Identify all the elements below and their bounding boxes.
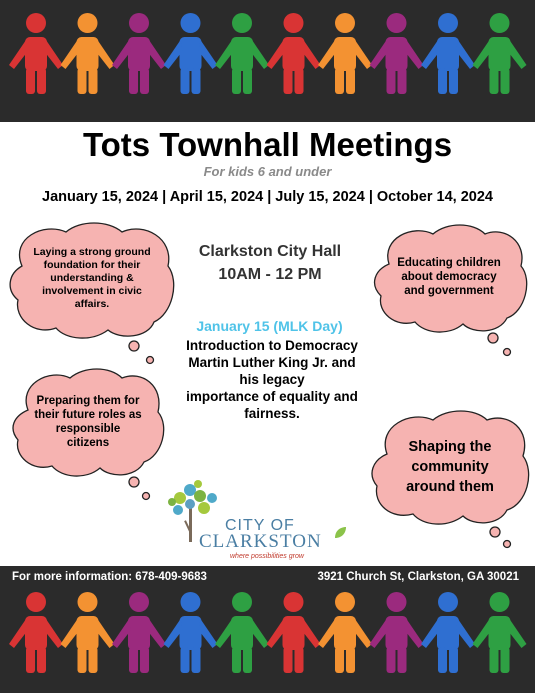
person-figure [215,13,269,94]
person-figure [9,592,63,673]
person-figure [421,592,475,673]
person-figure [215,592,269,673]
subtitle: For kids 6 and under [203,164,332,179]
logo-city-text: CITY OF [225,517,295,534]
person-figure [112,13,166,94]
person-figure [112,592,166,673]
thought-cloud-educating [369,222,529,360]
person-figure [370,592,424,673]
person-figure [318,592,372,673]
mlk-description: Introduction to Democracy Martin Luther King Jr. and his legacy importance of equality and fairness. [186,338,358,421]
thought-cloud-preparing [10,366,166,506]
person-figure [164,13,218,94]
logo-name-text: CLARKSTON [199,531,322,552]
people-chain-graphic [0,584,535,693]
footer-address: 3921 Church St, Clarkston, GA 30021 [317,571,519,583]
thought-cloud-foundation [4,218,180,368]
person-figure [473,13,527,94]
people-chain-band-bottom [0,584,535,693]
person-figure [61,13,115,94]
people-chain-band-top [0,0,535,122]
person-figure [473,592,527,673]
person-figure [267,13,321,94]
venue-time: 10AM - 12 PM [218,266,322,283]
person-figure [9,13,63,94]
venue-block [185,240,355,286]
page-title: Tots Townhall Meetings [82,126,453,163]
cloud-shaping-text: Shaping the community around them [406,439,494,495]
cloud-foundation-text: Laying a strong ground foundation for their understanding & involvement in civic affairs. [33,245,151,310]
venue-name: Clarkston City Hall [198,243,342,260]
cloud-preparing-text: Preparing them for their future roles as responsible citizens [34,395,142,449]
mlk-date-label: January 15 (MLK Day) [196,318,343,334]
footer-contact: For more information: 678-409-9683 [12,571,207,583]
city-logo [168,478,353,566]
thought-cloud-shaping [369,410,531,552]
people-chain-graphic [0,0,535,122]
person-figure [164,592,218,673]
person-figure [370,13,424,94]
logo-tagline: where possibilities grow [230,553,304,560]
person-figure [267,592,321,673]
cloud-educating-text: Educating children about democracy and government [397,257,501,297]
leaf-icon [333,526,347,540]
person-figure [61,592,115,673]
person-figure [421,13,475,94]
person-figure [318,13,372,94]
meeting-dates: January 15, 2024 | April 15, 2024 | July 15, 2024 | October 14, 2024 [42,189,493,205]
